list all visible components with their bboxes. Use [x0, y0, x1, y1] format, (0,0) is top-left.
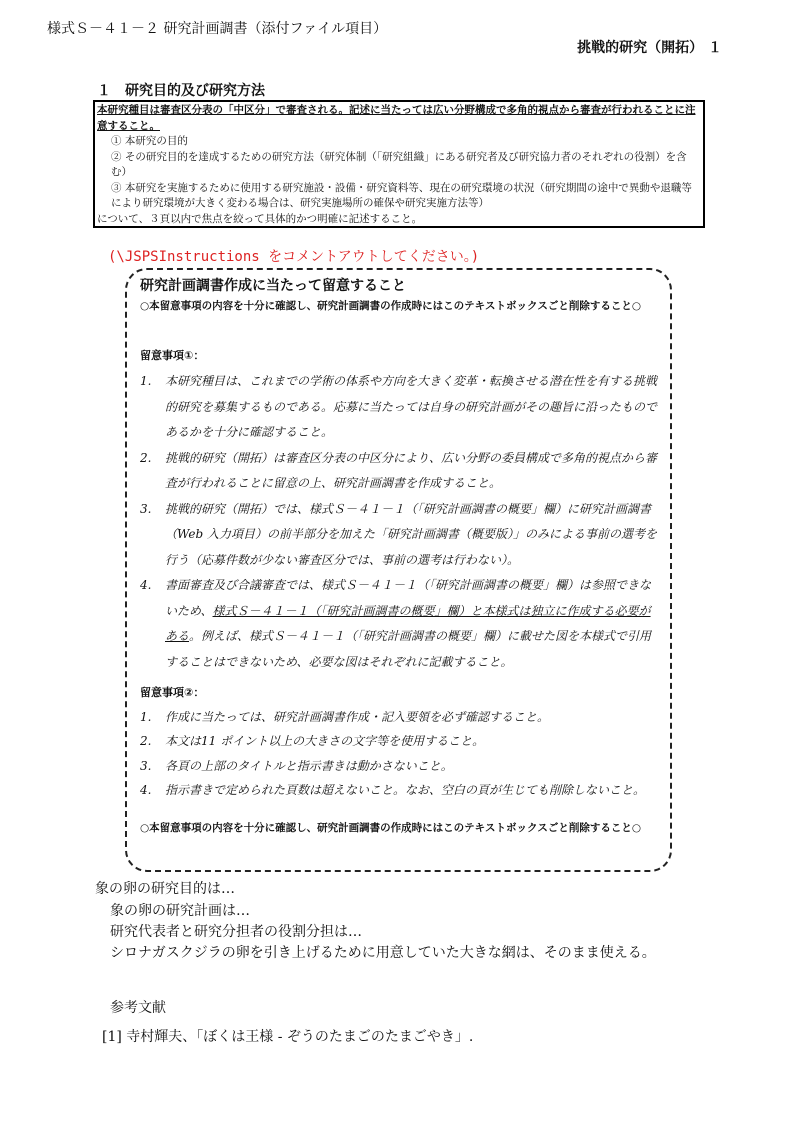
instruction-lead: 本研究種目は審査区分表の「中区分」で審査される。記述に当たっては広い分野構成で多角的視点から審査が行われることに注意すること。 [97, 104, 696, 132]
instruction-item: ① 本研究の目的 [111, 135, 188, 147]
underlined-requirement: 様式Ｓ－４１－１（「研究計画調書の概要」欄）と本様式は独立に作成する必要がある [165, 603, 651, 643]
body-paragraph: シロナガスクジラの卵を引き上げるために用意していた大きな網は、そのまま使える。 [110, 945, 656, 961]
reference-item: [1] 寺村輝夫、「ぼくは王様 - ぞうのたまごのたまごやき」. [102, 1029, 474, 1045]
body-paragraph: 研究代表者と研究分担者の役割分担は… [110, 924, 362, 940]
instruction-item: ③ 本研究を実施するために使用する研究施設・設備・研究資料等、現在の研究環境の状況（研究期間の途中で異動や退職等により研究環境が大きく変わる場合は、研究実施場所の確保や研究実施方法等） [111, 181, 692, 209]
instruction-tail: について、３頁以内で焦点を絞って具体的かつ明確に記述すること。 [97, 212, 423, 225]
list-item: 3. 各頁の上部のタイトルと指示書きは動かさないこと。 [140, 758, 453, 773]
research-category-header: 挑戦的研究（開拓） １ [577, 40, 722, 56]
notice-banner-top: ○本留意事項の内容を十分に確認し、研究計画調書の作成時にはこのテキストボックスごと削除すること○ [140, 300, 642, 312]
notice-title: 研究計画調書作成に当たって留意すること [140, 278, 406, 294]
list-item: 2. 挑戦的研究（開拓）は審査区分表の中区分により、広い分野の委員構成で多角的視点から審査が行われることに留意の上、研究計画調書を作成すること。 [140, 450, 658, 490]
list-item: 4. 指示書きで定められた頁数は超えないこと。なお、空白の頁が生じても削除しないこと。 [140, 782, 646, 797]
notice-banner-bottom: ○本留意事項の内容を十分に確認し、研究計画調書の作成時にはこのテキストボックスごと削除すること○ [140, 822, 642, 834]
body-paragraph: 象の卵の研究目的は… [95, 881, 235, 897]
section-title: １ 研究目的及び研究方法 [97, 83, 265, 99]
body-paragraph: 象の卵の研究計画は… [110, 903, 250, 919]
references-title: 参考文献 [110, 1000, 166, 1016]
notice-group2-label: 留意事項②： [140, 686, 205, 699]
list-item: 4. 書面審査及び合議審査では、様式Ｓ－４１－１（「研究計画調書の概要」欄）は参照できないため、様式Ｓ－４１－１（「研究計画調書の概要」欄）と本様式は独立に作成する必要がある。例えば、様式Ｓ－４１－１（「研究計画調書の概要」欄）に載せた図を本様式で引用することはできないため、必要な図はそれぞれに記載すること。 [140, 578, 652, 669]
list-item: 2. 本文は11 ポイント以上の大きさの文字等を使用すること。 [140, 734, 485, 749]
comment-out-note: (\JSPSInstructions をコメントアウトしてください。) [108, 249, 480, 265]
notice-group1-label: 留意事項①： [140, 349, 205, 362]
list-item: 1. 本研究種目は、これまでの学術の体系や方向を大きく変革・転換させる潜在性を有する挑戦的研究を募集するものである。応募に当たっては自身の研究計画がその趣旨に沿ったものであるかを十分に確認すること。 [140, 374, 658, 439]
list-item: 1. 作成に当たっては、研究計画調書作成・記入要領を必ず確認すること。 [140, 710, 550, 724]
list-item: 3. 挑戦的研究（開拓）では、様式Ｓ－４１－１（「研究計画調書の概要」欄）に研究計画調書（Web 入力項目）の前半部分を加えた「研究計画調書（概要版）」のみによる事前の選考を行う（応募件数が少ない審査区分では、事前の選考は行わない）。 [140, 501, 657, 567]
instruction-box [93, 100, 705, 228]
notice-group1-list [140, 369, 660, 675]
instruction-item: ② その研究目的を達成するための研究方法（研究体制（「研究組織」にある研究者及び研究協力者のそれぞれの役割）を含む） [111, 150, 687, 178]
notice-group2-list [140, 705, 660, 802]
form-id-header: 様式Ｓ－４１－２ 研究計画調書（添付ファイル項目） [47, 21, 388, 37]
